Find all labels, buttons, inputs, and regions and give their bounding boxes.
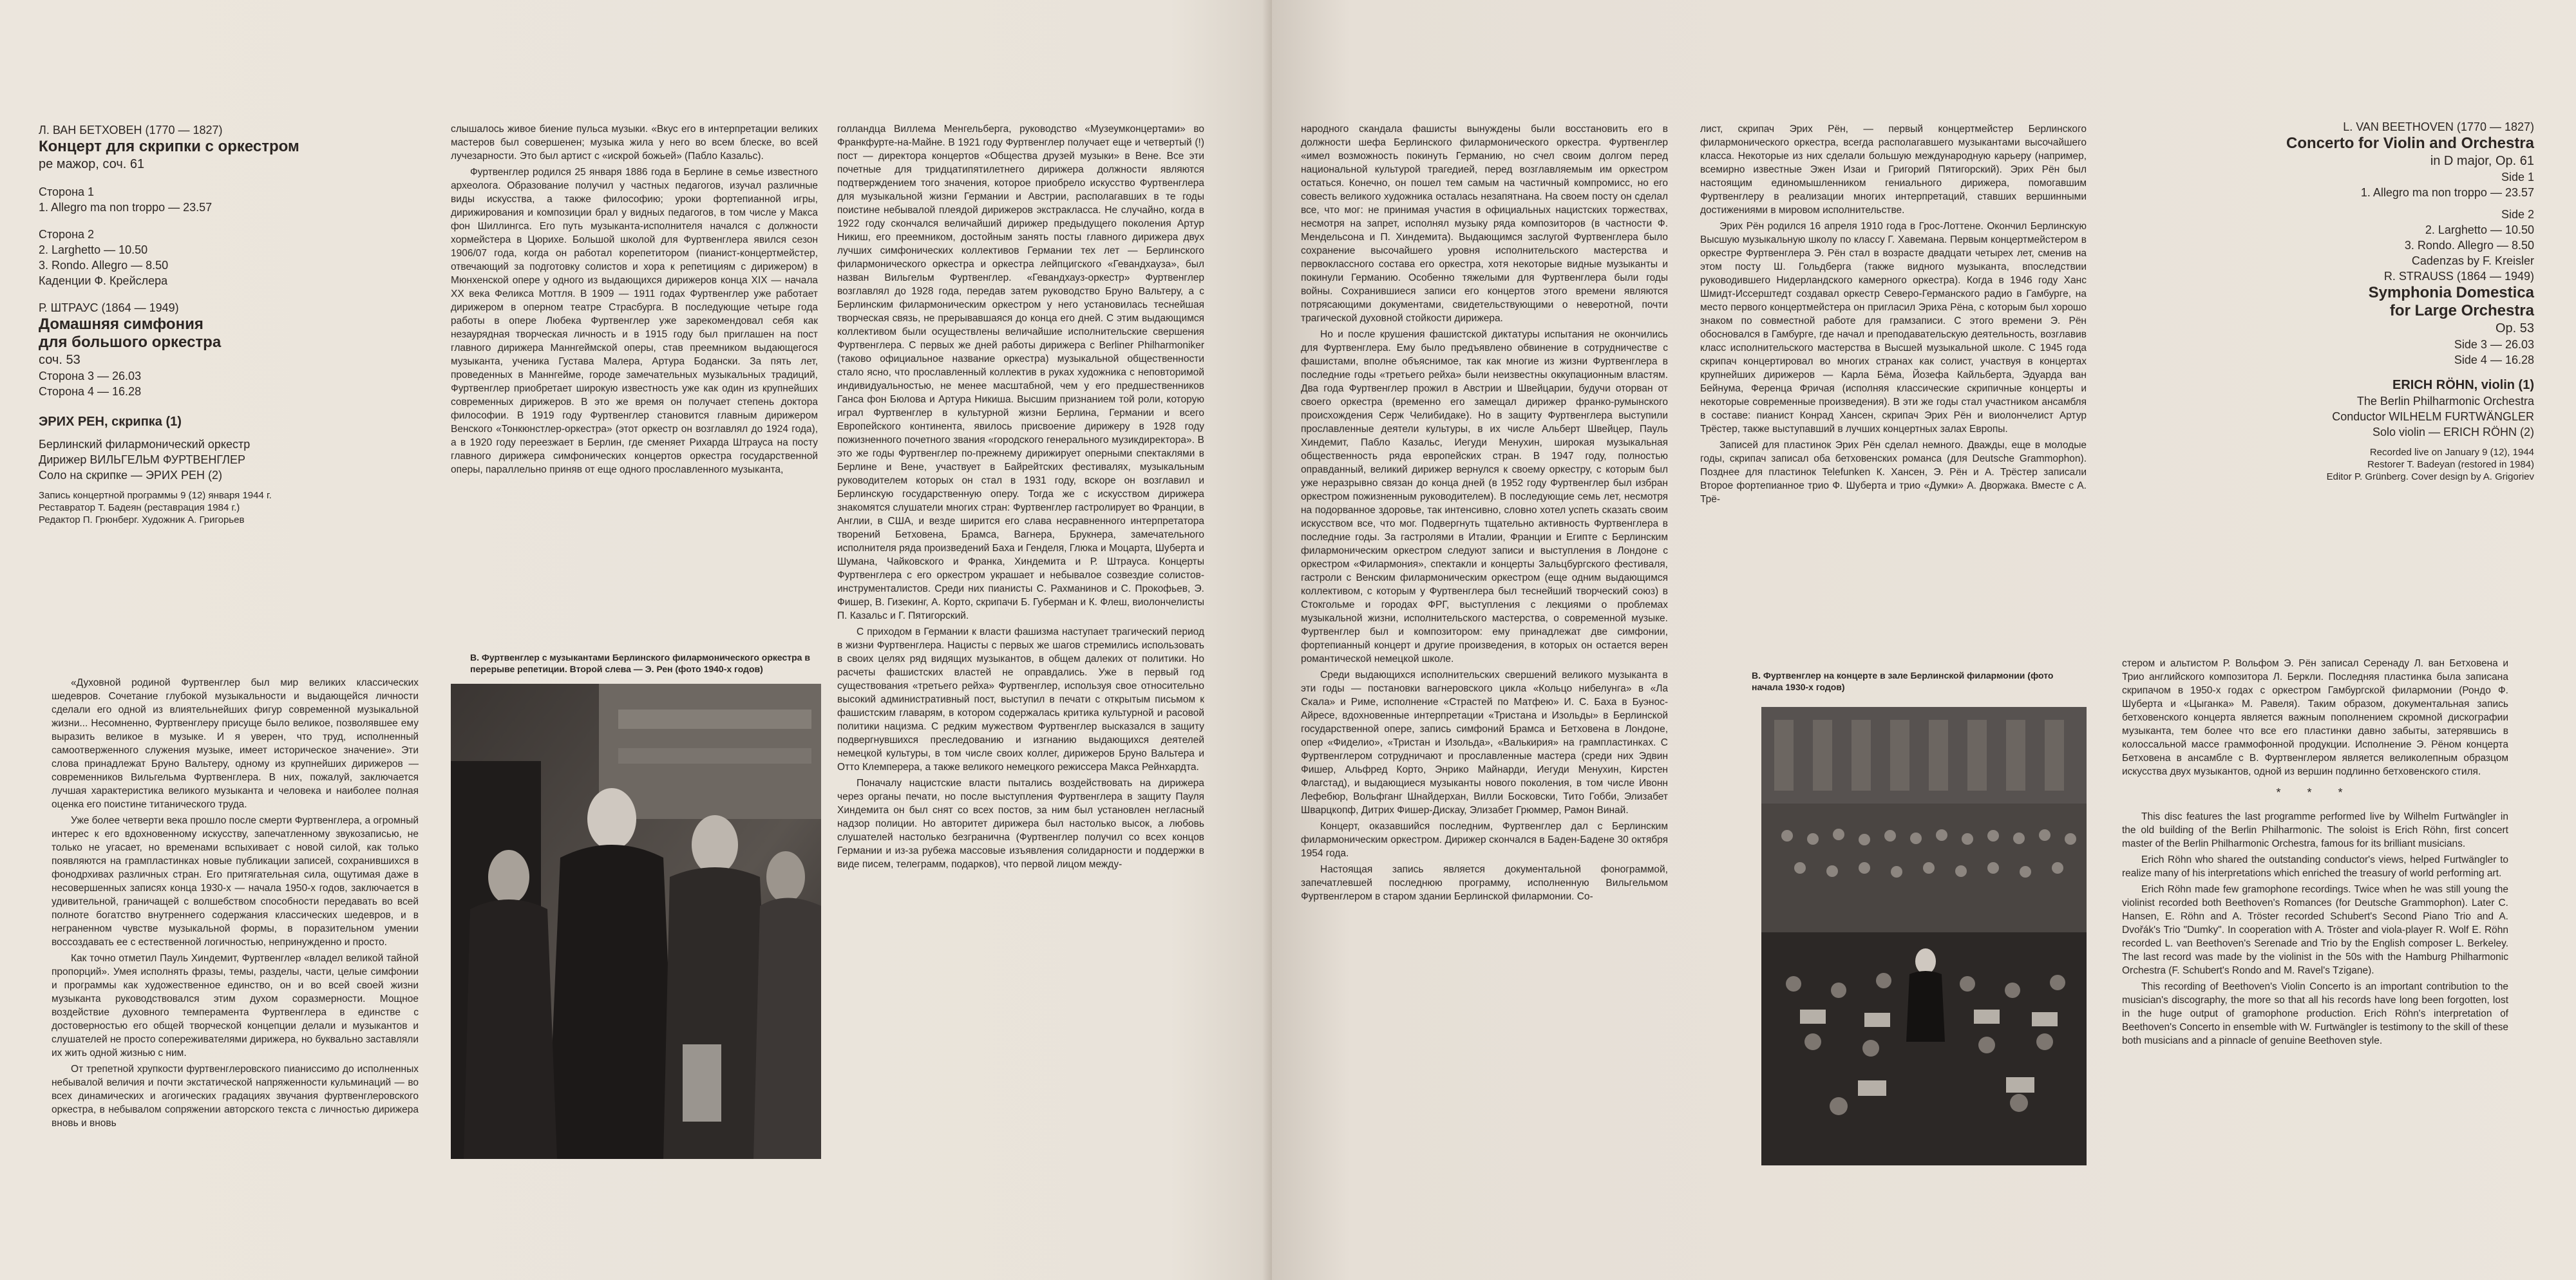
movement-2: 2. Larghetto — 10.50 <box>39 243 148 256</box>
left-page <box>0 0 1272 1280</box>
section-divider: * * * <box>2276 786 2354 799</box>
conductor: Дирижер ВИЛЬГЕЛЬМ ФУРТВЕНГЛЕР <box>39 453 245 466</box>
paragraph: Как точно отметил Пауль Хиндемит, Фуртвенглер «владел великой тайной пропорций». Умея исполнять фразы, темы, разделы, части, целые симфонии и программы как художественное единство, он и во всей своей жизни музыканта руководствовался этим духом соразмерности. Мощное воздействие духовного темперамента Фуртвенглера в единстве с достоверностью его общей творческой концепции делали и музыкантов и слушателей не просто сопереживателями дирижера, но буквально заставляли их жить одной жизнью с ним. <box>52 953 419 1059</box>
paragraph: Эрих Рён родился 16 апреля 1910 года в Грос-Лоттене. Окончил Берлинскую Высшую музыкальную школу по классу Г. Хавемана. Первым концертмейстером в оркестре Фуртвенглера Э. Рён стал в возрасте двадцати четырех лет, сменив на этом посту Ш. Гольдберга (также видного музыканта, впоследствии руководившего Нидерландского камерного оркестра). Когда в 1946 году Ханс Шмидт-Иссерштедт создавал оркестр Северо-Германского радио в Гамбурге, на место первого концертмейстера он пригласил Эриха Рёна, с которым был хорошо знаком по совместной работе для грамзаписи. С этого времени Э. Рён обосновался в Гамбурге, где начал и преподавательскую деятельность, возглавив класс исполнительского мастерства в Высшей музыкальной школе. С 1945 года скрипач концертировал во многих странах как солист, участвуя в концертах крупнейших дирижеров — Карла Бёма, Йозефа Кайльберта, Эдуарда ван Бейнума, Ференца Фричая (исполняя классические скрипичные концерты и некоторые современные произведения). В эти же годы стал участником ансамбля в составе: пианист Конрад Хансен, скрипач Эрих Рён и виолончелист Артур Трёстер, также выступавший в лучших концертных залах Европы. <box>1700 221 2087 435</box>
paragraph: народного скандала фашисты вынуждены были восстановить его в должности шефа Берлинского филармонического оркестра. Фуртвенглер «имел возможность покинуть Германию, но счел своим долгом перед национальной культурой трагедией, перед возглавляемым им оркестром остаться. Конечно, он пошел тем самым на частичный компромисс, но его совесть великого художника осталась незапятнана. На своем посту он сделал все, что мог: не принимая участия в официальных нацистских торжествах, несмотря на запрет, исполнял музыку ряда композиторов (в частности Ф. Мендельсона и П. Хиндемита). Выдающимся заслугой Фуртвенглера было сохранение высочайшего уровня исполнительского мастерства и первоклассного состава его оркестра, хотя некоторые видные музыканты и покинули Германию. Особенно тяжелыми для Фуртвенглера были годы войны. Сохранившиеся записи его концертов этого времени являются потрясающими документами, свидетельствующими о неверотной, почти трагической духовной стойкости дирижера. <box>1301 124 1668 324</box>
composer-beethoven: Л. ВАН БЕТХОВЕН (1770 — 1827) <box>39 124 223 136</box>
left-text-column-2 <box>451 122 818 479</box>
photo-concert <box>1761 707 2087 1165</box>
right-text-column-3 <box>2122 657 2508 1050</box>
cadenzas: Каденции Ф. Крейслера <box>39 274 168 287</box>
editor-info-en: Editor P. Grünberg. Cover design by A. Grigoriev <box>2326 471 2534 482</box>
paragraph: Фуртвенглер родился 25 января 1886 года в Берлине в семье известного археолога. Образование получил у частных педагогов, изучал различные виды искусства, а также философию; уроки фортепианной игры, дирижирования и композиции брал у видных педагогов, в том числе у Макса фон Шиллингса. Его путь музыканта-исполнителя начался с должности хормейстера в Цюрихе. Большой школой для Фуртвенглера явился сезон 1906/07 года, когда он работал корепетитором (пианист-концертмейстер, отвечающий за подготовку солистов и хора к репетициям с дирижером) в Мюнхенской опере у одного из выдающихся дирижеров конца XIX — начала XX века Феликса Моттля. В 1909 — 1911 годах Фуртвенглер уже работает дирижером в оперном театре Страсбурга. В последующие четыре года работы в опере Любека Фуртвенглер уже зарекомендовал себя как незаурядная творческая личность и в 1915 году был приглашен на пост главного дирижера Маннгеймской оперы, став преемником выдающегося музыканта, ученика Густава Малера, Артура Бодански. За пять лет, проведенных в Маннгейме, городе замечательных музыкальных традиций, Фуртвенглер приобретает широкую известность уже как один из крупнейших современных дирижеров. В это же время он получает степень доктора философии. В 1919 году Фуртвенглер становится главным дирижером Венского «Тонкюнстлер-оркестра» (этот оркестр он возглавлял до 1924 года), а в 1920 году переезжает в Берлин, где сменяет Рихарда Штрауса на посту главного дирижера симфонических концертов оркестра государственной оперы, параллельно приняв от еще одного прославленного музыканта, <box>451 167 818 475</box>
paragraph: стером и альтистом Р. Вольфом Э. Рён записал Серенаду Л. ван Бетховена и Трио английского композитора Л. Беркли. Последняя пластинка была записана скрипачом в 1950-х годах с оркестром Гамбургской филармонии (Рондо Ф. Шуберта и «Цыганка» М. Равеля). Таким образом, документальная запись бетховенского концерта является важным пополнением скромной дискографии музыканта, тем более что все его пластинки давно забыты, затерявшись в колоссальной массе граммофонной продукции. Исполнение Э. Рёном концерта Бетховена в ансамбле с В. Фуртвенглером является великолепным образцом искусства двух музыкантов, одной из вершин подлинно бетховенского стиля. <box>2122 658 2508 777</box>
restorer-info: Реставратор Т. Бадеян (реставрация 1984 г.) <box>39 502 240 513</box>
side-3-en: Side 3 — 26.03 <box>2454 338 2534 351</box>
photo-concert-image <box>1761 707 2087 1165</box>
paragraph: «Духовной родиной Фуртвенглер был мир великих классических шедевров. Сочетание глубокой музыкальности и выдающейся личности сделали его одной из влиятельнейших фигур современной музыкальной жизни... Несомненно, Фуртвенглеру присуще было великое, позволявшее ему выразить великое в музыке. И я уверен, что труд, исполненный самоотверженного служения музыке, имеет историческое значение». Эти слова принадлежат Бруно Вальтеру, одному из крупнейших дирижеров — современников Вильгельма Фуртвенглера. В них, пожалуй, заключается лучшая характеристика великого музыканта и человека и наиболее полная оценка его поистине титанического труда. <box>52 677 419 810</box>
paragraph: Поначалу нацистские власти пытались воздействовать на дирижера через органы печати, но после выступления Фуртвенглера в защиту Пауля Хиндемита он был снят со всех постов, за ним был установлен негласный надзор полиции. Но авторитет дирижера был настолько высок, а любовь слушателей настолько безгранична (Фуртвенглер получил со всех концов Германии и из-за рубежа массовые изъявления солидарности и поддержки в виде писем, телеграмм, подарков), что первой лицом между- <box>837 778 1204 870</box>
movement-3-en: 3. Rondo. Allegro — 8.50 <box>2404 239 2534 252</box>
side-4: Сторона 4 — 16.28 <box>39 385 142 398</box>
work-title-symphony-1: Домашняя симфония <box>39 315 204 333</box>
work-opus: соч. 53 <box>39 353 80 367</box>
side-2-label-en: Side 2 <box>2501 208 2534 221</box>
solo-violin-en: Solo violin — ERICH RÖHN (2) <box>2372 426 2534 438</box>
paragraph: Концерт, оказавшийся последним, Фуртвенглер дал с Берлинским филармоническим оркестром. Дирижер скончался в Баден-Бадене 30 октября 1954 года. <box>1301 821 1668 859</box>
paragraph: лист, скрипач Эрих Рён, — первый концертмейстер Берлинского филармонического оркестра, всегда располагавшего музыкантами высочайшего класса. Некоторые из них сделали большую международную карьеру (например, всемирно известные Эжен Изаи и Григорий Пятигорский). Эрих Рён был настоящим единомышленником гениального дирижера, помогавшим Фуртвенглеру в реализации многих интерпретаций, ставших вершинными достижениями в мировом исполнительстве. <box>1700 124 2087 216</box>
paragraph: Уже более четверти века прошло после смерти Фуртвенглера, а огромный интерес к его вдохновенному искусству, запечатленному звукозаписью, не только не угасает, но временами вспыхивает с новой силой, как только появляются на грампластинках новые публикации записей, сохранившихся в фонодрхивах различных стран. Его притягательная сила, ощутимая даже в несовершенных записях конца 1930-х — начала 1950-х годов, заключается в удивительной, граничащей с волшебством способности передавать во всей полноте богатство внутреннего содержания классических шедевров, и в неграненном чувстве музыкальной формы, в поразительном умении воссоздавать ее с естественной логичностью, непринужденно и просто. <box>52 815 419 948</box>
movement-2-en: 2. Larghetto — 10.50 <box>2425 223 2534 236</box>
work-title-concerto: Концерт для скрипки с оркестром <box>39 138 299 155</box>
paragraph: От трепетной хрупкости фуртвенглеровского пианиссимо до исполненных небывалой величия и почти экстатической напряженности кульминаций — во всех динамических и агогических градациях звучания фуртвенглеровского оркестра, в небывалом сопряжении авторского текста с личностью дирижера вновь и вновь <box>52 1064 419 1129</box>
english-paragraph: This recording of Beethoven's Violin Concerto is an important contribution to the musician's discography, the more so that all his records have long been forgotten, lost in the huge output of gramophone production. Erich Röhn's interpretation of Beethoven's Concerto in ensemble with W. Furtwängler is testimony to the skill of these both musicians and a pinnacle of genuine Beethoven style. <box>2122 981 2508 1046</box>
work-title-concerto-en: Concerto for Violin and Orchestra <box>2286 135 2534 152</box>
photo-caption-concert: В. Фуртвенглер на концерте в зале Берлинской филармонии (фото начала 1930-х годов) <box>1752 670 2054 692</box>
movement-1-en: 1. Allegro ma non troppo — 23.57 <box>2360 186 2534 199</box>
restorer-info-en: Restorer T. Badeyan (restored in 1984) <box>2367 459 2534 470</box>
paragraph: слышалось живое биение пульса музыки. «Вкус его в интерпретации великих мастеров был совершенен; музыка жила у него во всем блеске, во всей лучезарности. Это был артист с «искрой божьей» (Пабло Казальс). <box>451 124 818 162</box>
paragraph: Записей для пластинок Эрих Рён сделал немного. Дважды, еще в молодые годы, скрипач записал оба бетховенских романса (для Deutsche Grammophon). Позднее для пластинок Telefunken К. Хансен, Э. Рён и А. Трёстер записали Второе фортепианное трио Ф. Шуберта и трио «Думки» А. Дворжака. Вместе с А. Трё- <box>1700 440 2087 505</box>
side-3: Сторона 3 — 26.03 <box>39 370 142 382</box>
english-paragraph: This disc features the last programme performed live by Wilhelm Furtwängler in the old building of the Berlin Philharmonic. The soloist is Erich Röhn, first concert master of the Berlin Philharmonic Orchestra, famous for its brilliant musicians. <box>2122 811 2508 849</box>
work-title-symphony-2-en: for Large Orchestra <box>2389 302 2534 319</box>
work-title-symphony-1-en: Symphonia Domestica <box>2368 284 2534 301</box>
soloist: ЭРИХ РЕН, скрипка (1) <box>39 415 182 429</box>
right-page <box>1272 0 2576 1280</box>
cadenzas-en: Cadenzas by F. Kreisler <box>2411 254 2534 267</box>
right-text-column-1 <box>1301 122 1668 906</box>
russian-track-credits <box>39 122 425 526</box>
side-4-en: Side 4 — 16.28 <box>2454 353 2534 366</box>
composer-strauss: Р. ШТРАУС (1864 — 1949) <box>39 301 179 314</box>
work-key: ре мажор, соч. 61 <box>39 157 145 171</box>
work-key-en: in D major, Op. 61 <box>2430 154 2534 168</box>
recording-info-en: Recorded live on January 9 (12), 1944 <box>2369 447 2534 458</box>
paragraph: Среди выдающихся исполнительских свершений великого музыканта в эти годы — постановки вагнеровского цикла «Кольцо нибелунга» в «Ла Скала» и Риме, исполнение «Страстей по Матфею» И. С. Баха в Буэнос-Айресе, вдохновенные интерпретации «Тристана и Изольды» в Берлинской государственной опере, запись симфоний Брамса и Бетховена в Лондоне, опер «Фиделио», «Тристан и Изольда», «Валькирия» на грампластинках. С Фуртвенглером сотрудничают и прославленные мастера (среди них Эдвин Фишер, Альфред Корто, Энрико Майнарди, Иегуди Менухин, Кирстен Флагстад), и выдающиеся музыканты нового поколения, в том числе Ивонн Лефебюр, Вольфганг Шнайдерхан, Вилли Босковски, Тито Гобби, Элизабет Шварцкопф, Дитрих Фишер-Дискау, Элизабет Грюммер, Рамон Винай. <box>1301 670 1668 816</box>
english-paragraph: Erich Röhn who shared the outstanding conductor's views, helped Furtwängler to realize many of his interpretations which enriched the treasury of world performing art. <box>2122 854 2508 879</box>
photo-caption-rehearsal: В. Фуртвенглер с музыкантами Берлинского филармонического оркестра в перерыве репетиции. Второй слева — Э. Рен (фото 1940-х годов) <box>470 652 810 674</box>
side-2-label: Сторона 2 <box>39 228 95 241</box>
orchestra-en: The Berlin Philharmonic Orchestra <box>2356 395 2534 408</box>
conductor-en: Conductor WILHELM FURTWÄNGLER <box>2332 410 2534 423</box>
movement-3: 3. Rondo. Allegro — 8.50 <box>39 259 169 272</box>
paragraph: Но и после крушения фашистской диктатуры испытания не окончились для Фуртвенглера. Ему было предъявлено обвинение в сотрудничестве с фашистами, вполне объяснимое, так как многие из жизни Фуртвенглера в последние годы «третьего рейха» были неизвестны оккупационным властям. Два года Фуртвенглер прожил в Австрии и Швейцарии, будучи оторван от своего оркестра (временно его замещал дирижер франко-румынского происхождения Серж Челибидаке). Но в защиту Фуртвенглера выступили прославленные деятели культуры, в их числе Альберт Швейцер, Пауль Хиндемит, Пабло Казальс, Иегуди Менухин, широкая музыкальная общественность ряда европейских стран. В 1947 году, полностью оправданный, великий дирижер вернулся к своему оркестру, с которым был уже неразрывно связан до конца дней (в 1952 году Фуртвенглер был избран оркестром пожизненным руководителем). В последующие семь лет, несмотря на подорванное здоровье, так интенсивно, словно хотел успеть сказать своим искусством все, что мог. Подвергнуть тщательно активность Фуртвенглера в последние годы. За гастролями в Италии, Франции и Египте с Берлинским филармоническим оркестром следуют записи и выступления в Лондоне с оркестром «Филармония», спектакли и концерты Зальцбургского фестиваля, гастроли с Венским филармоническим оркестром (еще одним выдающимся коллективом, с которым у Фуртвенглера был теснейший творческий союз) в Стокгольме и городах ФРГ, выступления с лекциями о проблемах музыкальной жизни, исполнительского мастерства, о современной музыке. Фуртвенглер был и композитором: ему принадлежат две симфонии, фортепианный концерт и другие произведения, в которых он остается верен романтической немецкой школе. <box>1301 329 1668 664</box>
side-1-label-en: Side 1 <box>2501 171 2534 184</box>
photo-rehearsal <box>451 684 821 1159</box>
work-opus-en: Op. 53 <box>2495 321 2534 335</box>
movement-1: 1. Allegro ma non troppo — 23.57 <box>39 201 213 214</box>
side-1-label: Сторона 1 <box>39 185 95 198</box>
soloist-en: ERICH RÖHN, violin (1) <box>2392 378 2534 392</box>
composer-beethoven-en: L. VAN BEETHOVEN (1770 — 1827) <box>2343 120 2534 133</box>
right-text-column-2 <box>1700 122 2087 509</box>
paragraph: С приходом в Германии к власти фашизма наступает трагический период в жизни Фуртвенглера. Нацисты с первых же шагов стремились использовать в своих целях ряд видящих музыкантов, в общем далеких от политики. Но расчеты фашистских властей не оправдались. Уже в первый год существования «третьего рейха» Фуртвенглер, используя свое относительно высокий административный пост, выступил в печати с открытым письмом к фашистским главарям, в котором содержалась критика культурной и расовой политики нацизма. С редким мужеством Фуртвенглер высказался в защиту подвергнувшихся преследованию и изгнанию выдающихся деятелей немецкой культуры, в том числе своих коллег, дирижеров Бруно Вальтера и Отто Клемперера, а также великого немецкого режиссера Макса Рейнхардта. <box>837 626 1204 773</box>
solo-violin: Соло на скрипке — ЭРИХ РЕН (2) <box>39 469 222 482</box>
left-text-column-3 <box>837 122 1204 874</box>
photo-rehearsal-image <box>451 684 821 1159</box>
editor-info: Редактор П. Грюнберг. Художник А. Григорьев <box>39 514 245 525</box>
english-track-credits <box>2174 119 2534 483</box>
work-title-symphony-2: для большого оркестра <box>39 334 222 351</box>
paragraph: Настоящая запись является документальной фонограммой, запечатлевшей последнюю программу, исполненную Вильгельмом Фуртвенглером в старом здании Берлинской филармонии. Со- <box>1301 864 1668 902</box>
left-text-column-1 <box>52 676 419 1133</box>
recording-info: Запись концертной программы 9 (12) января 1944 г. <box>39 490 272 501</box>
composer-strauss-en: R. STRAUSS (1864 — 1949) <box>2383 270 2534 283</box>
paragraph: голландца Виллема Менгельберга, руководство «Музеумконцертами» во Франкфурте-на-Майне. В 1921 году Фуртвенглер получает еще и четвертый (!) пост — директора концертов «Общества друзей музыки» в Вене. Все эти почетные для тридцатипятилетнего дирижера должности являются подтверждением того значения, которое приобрело искусство Фуртвенглера для музыкальной жизни Германии и Австрии, располагавших в те годы поистине небывалой плеядой дирижеров экстракласса. Не случайно, когда в 1922 году скончался величайший дирижер предыдущего поколения Артур Никиш, его преемником, достойным занять посты главного дирижера двух лучших симфонических коллективов Германии тех лет — Берлинского филармонического оркестра и оркестра лейпцигского «Гевандхауза», был назван Вильгельм Фуртвенглер. «Гевандхауз-оркестр» Фуртвенглер возглавлял до 1928 года, передав затем руководство Бруно Вальтеру, а с Берлинским филармоническим оркестром у него установилась теснейшая творческая связь, не прерывавшаяся до конца его дней. С этим выдающимся коллективом были осуществлены величайшие исполнительские свершения Фуртвенглера. С первых же дней работы дирижера с Berliner Philharmoniker (таково официальное название оркестра) музыкальной общественности стало ясно, что прославленный коллектив в руках художника с неповторимой индивидуальностью, не менее масштабной, чем у его предшественников Ганса фон Бюлова и Артура Никиша. Высшим признанием той роли, которую играл Фуртвенглер в культурной жизни Берлина, Германии и всего Европейского континента, явилось присвоение дирижеру в 1928 году пожизненного почетного звания «городского генерального музикдиректора». В это же годы Фуртвенглер по-прежнему дирижирует оперными спектаклями в Берлине и Вене, участвует в Байрейтских фестивалях, музыкальным руководителем которых он стал в 1931 году, вскоре он возглавил и Берлинскую государственную оперу. Тогда же с искусством дирижера знакомятся слушатели многих стран: Фуртвенглер гастролирует во Франции, в Англии, в США, и везде ширится его слава несравненного интерпретатора творений Бетховена, Брамса, Вагнера, Брукнера, замечательного исполнителя ряда произведений Баха и Генделя, Глюка и Моцарта, Шуберта и Шумана, Чайковского и Франка, Хиндемита и Р. Штрауса. Концерты Фуртвенглера с его оркестром украшает и небывалое созвездие солистов-инструменталистов. Среди них пианисты С. Рахманинов и С. Прокофьев, Э. Фишер, В. Гизекинг, А. Корто, скрипачи Б. Губерман и К. Флеш, виолончелисты П. Казальс и Г. Пятигорский. <box>837 124 1204 621</box>
orchestra: Берлинский филармонический оркестр <box>39 438 251 451</box>
english-paragraph: Erich Röhn made few gramophone recordings. Twice when he was still young the violinist recorded both Beethoven's Romances (for Deutsche Grammophon). Later C. Hansen, E. Röhn and A. Tröster recorded Schubert's Second Piano Trio and A. Dvořák's Trio "Dumky". In cooperation with A. Tröster and viola-player R. Wolf E. Röhn recorded L. van Beethoven's Serenade and Trio by the English composer L. Berkeley. The last record was made by the violinist in the 50s with the Hamburg Philharmonic Orchestra (F. Schubert's Rondo and M. Ravel's Tzigane). <box>2122 884 2508 976</box>
